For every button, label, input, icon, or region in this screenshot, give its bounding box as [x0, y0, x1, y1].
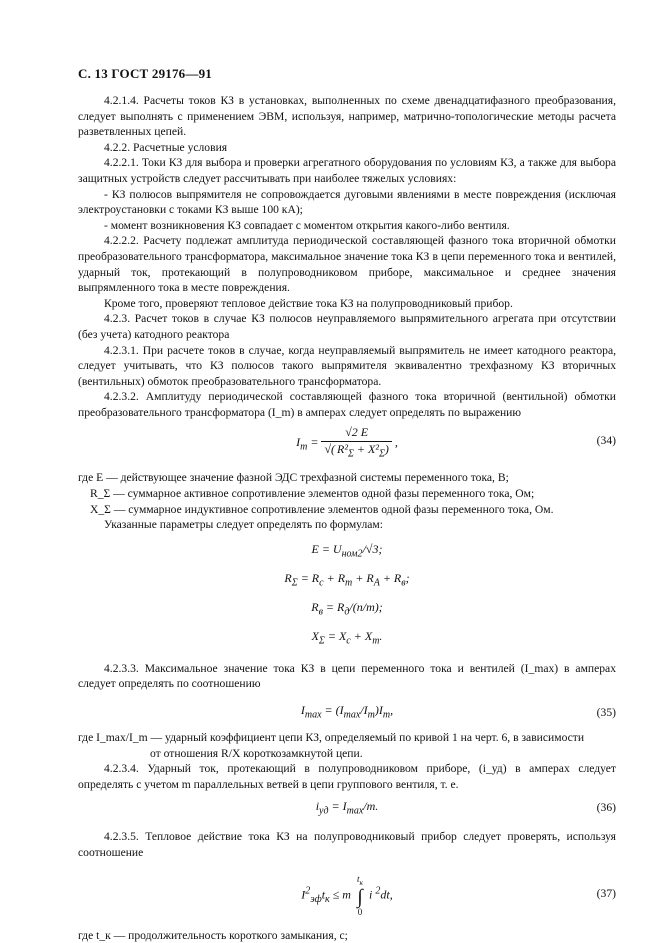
para-additional: Кроме того, проверяют тепловое действие тока КЗ на полупроводниковый прибор. — [104, 296, 513, 310]
formula-37: $I^2_{эф}t_к \le m$ $t_к$ ∫ 0 i $^2$dt, (37) — [301, 873, 616, 918]
para-4-2-2: 4.2.2. Расчетные условия — [104, 140, 228, 154]
para-4-2-3-3: 4.2.3.3. Максимальное значение тока КЗ в цепи переменного тока и вентилей (I_max) в амперах следует определять по соотношению — [78, 661, 616, 691]
para-4-2-2-2: 4.2.2.2. Расчету подлежат амплитуда периодической составляющей фазного тока вторичной обмотки преобразовательного трансформатора, максимальное значение тока КЗ в цепи переменного тока и вентилей, ударный ток, протекающий в полупроводниковом приборе, максимальное и среднее значения выпрямленного тока в месте повреждения. — [78, 234, 616, 295]
formula-36: $i_{уд} = I_{max}/m$. (36) — [315, 799, 616, 817]
para-4-2-2-1: 4.2.2.1. Токи КЗ для выбора и проверки агрегатного оборудования по условиям КЗ, а также для выбора защитных устройств следует рассчитывать при наиболее тяжелых условиях: — [78, 156, 616, 185]
bullet-1: - КЗ полюсов выпрямителя не сопровождается дуговыми явлениями в месте повреждения (исключая электроустановки с токами КЗ выше 100 кА); — [78, 187, 616, 217]
def-X-sigma: X_Σ — суммарное индуктивное сопротивление элементов одной фазы переменного тока, Ом. — [90, 502, 554, 516]
page-header: С. 13 ГОСТ 29176—91 — [78, 66, 212, 81]
def-shock-coeff: где I_max/I_m — ударный коэффициент цепи КЗ, определяемый по кривой 1 на черт. 6, в зависимости — [78, 730, 585, 744]
para-4-2-3-2: 4.2.3.2. Амплитуду периодической составляющей фазного тока вторичной (вентильной) обмотки преобразовательного трансформатора (I_m) в амперах следует определять по выражению — [78, 390, 616, 419]
para-4-2-3: 4.2.3. Расчет токов в случае КЗ полюсов неуправляемого выпрямительного агрегата при отсутствии (без учета) катодного реактора — [78, 312, 616, 341]
para-4-2-3-1: 4.2.3.1. При расчете токов в случае, когда неуправляемый выпрямитель не имеет катодного реактора, следует учитывать, что КЗ полюсов такого выпрямителя эквивалентно трехфазному КЗ вторичных (вентильных) обмоток преобразовательного трансформатора. — [78, 343, 616, 388]
def-R-sigma: R_Σ — суммарное активное сопротивление элементов одной фазы переменного тока, Ом; — [90, 487, 535, 501]
formula-34: $I_m$ = $\frac{√2 E}{√( R^2_\Sigma + X^2_\Sigma)}$ , (34) — [296, 425, 616, 460]
formula-X-sigma: $X_\Sigma = X_c + X_т$. — [311, 628, 383, 647]
para-4-2-1-4: 4.2.1.4. Расчеты токов КЗ в установках, выполненных по схеме двенадцатифазного преобразования, следует выполнять с применением ЭВМ, используя, например, матрично-топологические методы расчета разветвленных цепей. — [78, 94, 616, 139]
para-4-2-3-5: 4.2.3.5. Тепловое действие тока КЗ на полупроводниковый прибор следует проверять, используя соотношение — [78, 830, 616, 859]
formula-R-v: $R_в = R_д/(n/m)$; — [311, 599, 383, 618]
eq-number-34: (34) — [596, 434, 616, 448]
def-t-k: где t_к — продолжительность короткого замыкания, с; — [78, 928, 348, 942]
para-4-2-3-4: 4.2.3.4. Ударный ток, протекающий в полупроводниковом приборе, (i_уд) в амперах следует определять с учетом m параллельных ветвей в цепи группового вентиля, т. е. — [78, 762, 616, 791]
formula-R-sigma: $R_\Sigma = R_c + R_т + R_A + R_в$; — [284, 570, 410, 589]
eq-number-37: (37) — [596, 886, 616, 900]
def-shock-coeff-cont: от отношения R/X короткозамкнутой цепи. — [150, 746, 363, 760]
eq-number-35: (35) — [596, 705, 616, 719]
definitions-block-2 — [78, 730, 616, 761]
bullet-2: - момент возникновения КЗ совпадает с моментом открытия какого-либо вентиля. — [104, 218, 510, 232]
eq-number-36: (36) — [596, 801, 616, 815]
formula-35: $I_{max} = (I_{max}/I_m)I_m$, (35) — [300, 702, 616, 721]
formula-E: $E = U_{ном2}/√3$; — [311, 541, 383, 560]
def-E: где E — действующее значение фазной ЭДС трехфазной системы переменного тока, В; — [78, 471, 509, 485]
definitions-block-1 — [78, 470, 616, 517]
para-params: Указанные параметры следует определять по формулам: — [104, 518, 383, 532]
document-body — [78, 93, 616, 943]
